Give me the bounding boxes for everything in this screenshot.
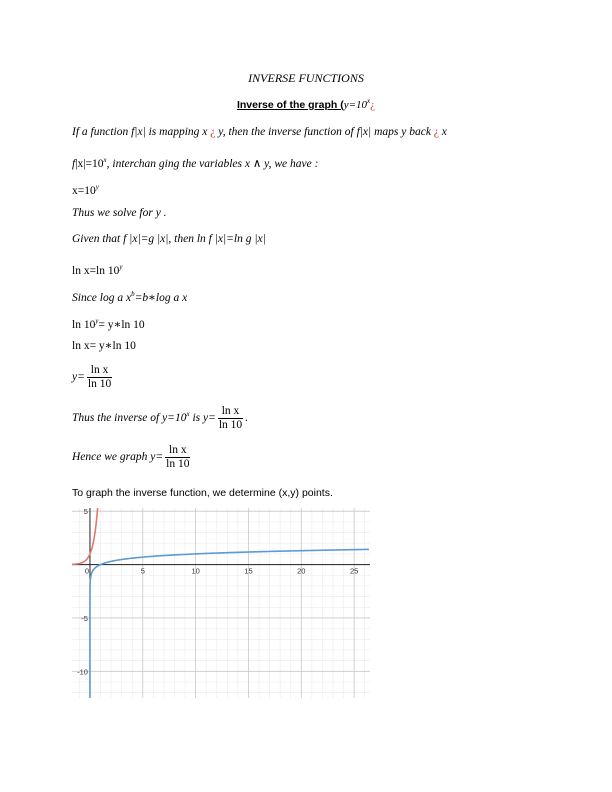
l1g: y [218,126,223,138]
l1l: ¿ [433,126,439,138]
l1b: f [131,126,135,138]
l5b: f |x|=g |x| [123,233,169,245]
l11a: Thus the inverse of [72,412,160,425]
l5c: , then [168,233,194,245]
l11-fraction [218,405,243,432]
series-line [72,508,98,564]
y-tick-label: -10 [77,667,88,677]
line-since-log [72,287,187,305]
l5a: Given that [72,233,121,245]
l12num: ln x [165,444,190,458]
l1i: f [356,126,360,138]
line-mapping-definition [72,125,447,139]
tick-labels [77,508,358,676]
x-tick-label: 0 [84,566,90,576]
x-tick-label: 25 [349,566,359,576]
l1f: ¿ [210,126,216,138]
l2a: f [72,158,76,170]
l1e: x [202,126,208,138]
l11c: is [192,412,201,425]
l1m: x [441,126,447,138]
curves [72,508,369,698]
x-tick-label: 5 [140,566,145,576]
l1a: If a function [72,126,129,138]
line-x-equals [72,180,99,198]
subtitle-text: Inverse of the graph ( [236,99,344,111]
line-interchange [72,153,318,171]
l7c: =b∗log a x [134,292,188,304]
function-graph [72,508,370,698]
l10lhs: y= [72,371,85,384]
x-tick-label: 15 [244,566,253,576]
subtitle [0,97,612,111]
y-tick-label: 5 [83,508,88,517]
l1j: |x| [359,126,372,138]
l9: ln x= y∗ln 10 [72,340,136,352]
line-solve-for [72,206,167,220]
l3exp: y [95,183,99,191]
l1k: maps y back [374,126,431,138]
line-ln-x [72,260,123,278]
subtitle-eq-base: y=10 [343,99,368,111]
grid-major [72,508,370,698]
l10num: ln x [87,364,112,378]
l5d: ln f |x|=ln g |x| [196,233,266,245]
l11exp: x [186,410,190,419]
l1d: is mapping [148,126,200,138]
l7b: log a x [99,292,132,304]
line-y-fraction [72,364,114,391]
instruction-text: To graph the inverse function, we determine (x,y) points. [72,487,333,499]
l8exp: y [95,317,99,325]
l2b: |x|=10 [75,158,104,170]
line-hence-graph [72,444,192,471]
subtitle-eq-tail: ¿ [370,99,376,111]
l10-fraction [87,364,112,391]
y-tick-label: -5 [81,613,88,623]
grid-minor [72,508,370,698]
series-line [90,549,369,698]
l12-fraction [165,444,190,471]
l2d: x ∧ y [244,158,269,170]
l1c: |x| [134,126,146,138]
l8base: ln 10 [72,319,96,331]
l7a: Since [72,292,97,304]
l11den: ln 10 [218,419,243,431]
x-tick-label: 10 [191,566,200,576]
line-given-that [72,232,266,246]
line-ln-10-y [72,314,145,332]
subtitle-eq-exp: x [367,97,371,105]
l7exp: b [131,290,135,298]
l4a: Thus we solve for [72,207,153,219]
l12den: ln 10 [166,458,190,470]
l2exp: x [103,156,107,164]
l11b: y=10 [162,412,187,425]
l6base: ln x=ln 10 [72,265,120,277]
l3base: x=10 [72,185,96,197]
l2c: , interchan ging the variables [106,158,242,170]
l8tail: = y∗ln 10 [98,319,145,331]
axes [72,508,370,698]
l6exp: y [119,263,123,271]
l11e: . [245,412,249,425]
l11d: y= [202,412,216,425]
line-ln-x-equals [72,339,136,353]
l4b: y . [155,207,167,219]
l2e: , we have : [268,158,319,170]
x-tick-label: 20 [297,566,306,576]
l11num: ln x [218,405,243,419]
line-thus-inverse [72,405,248,432]
l1h: , then the inverse function of [222,126,354,138]
l10den: ln 10 [87,378,112,390]
page-title: INVERSE FUNCTIONS [248,71,364,85]
l12a: Hence we graph [72,451,148,464]
l12b: y= [150,451,164,464]
